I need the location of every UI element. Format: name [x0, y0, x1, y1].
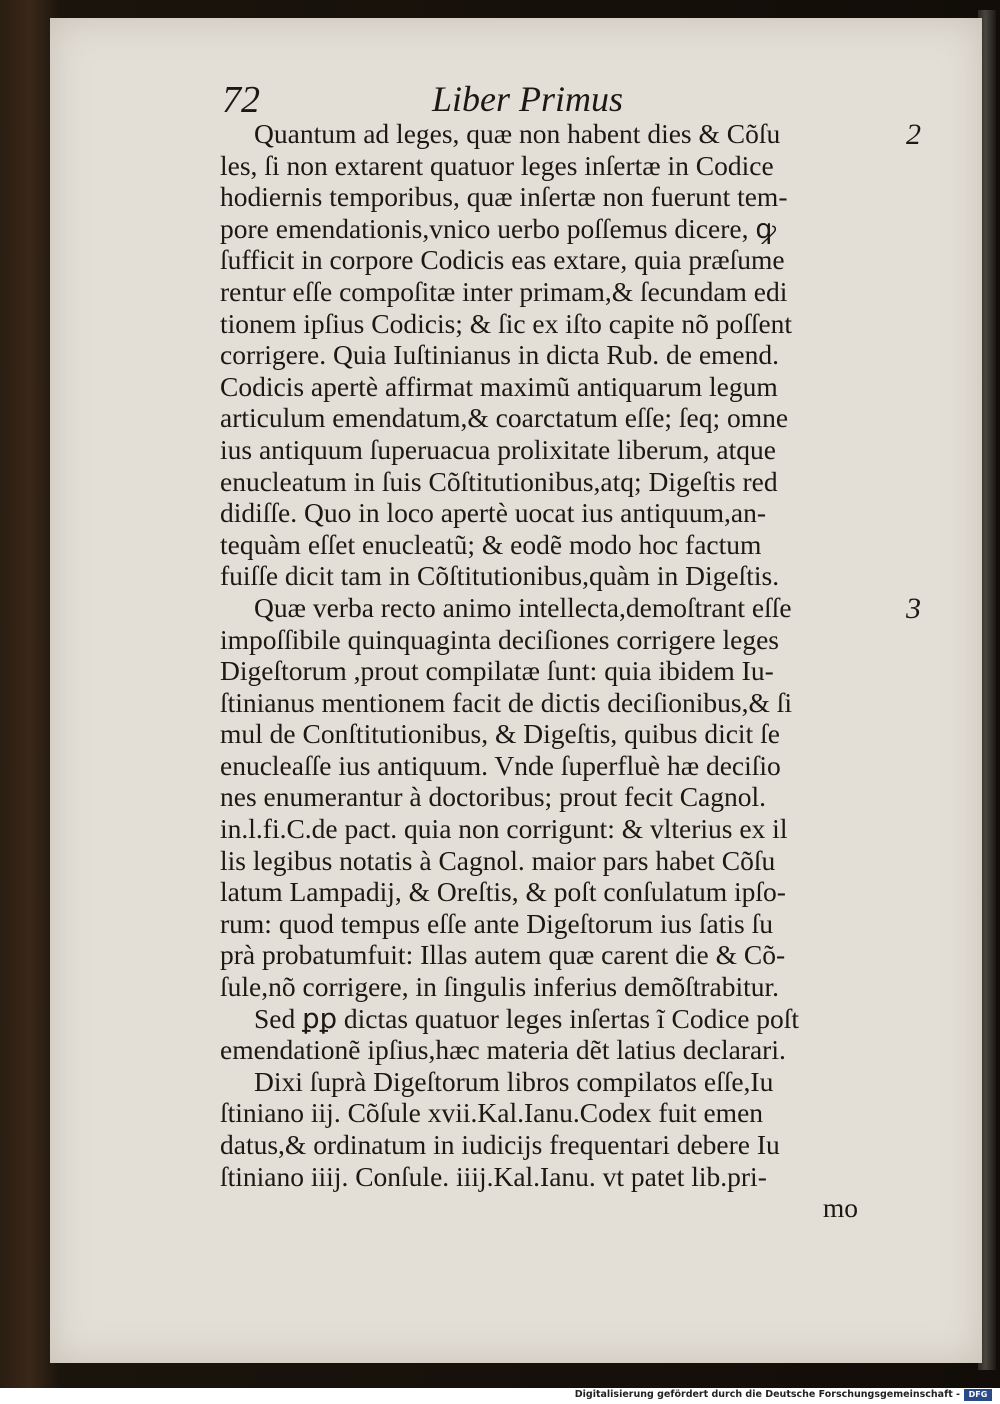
- text-line: articulum emendatum,& coarctatum eſſe; ſeq; omne: [220, 402, 789, 434]
- marginal-number: 2: [906, 118, 921, 151]
- text-line: in.l.fi.C.de pact. quia non corrigunt: & vlterius ex il: [220, 813, 788, 845]
- text-line: datus,& ordinatum in iudicijs frequentari debere Iu: [220, 1129, 780, 1160]
- body-text: [220, 118, 910, 1224]
- text-line: les, ſi non extarent quatuor leges inſertæ in Codice: [220, 149, 774, 181]
- text-line: fuiſſe dicit tam in Cõſtitutionibus,quàm in Digeſtis.: [220, 560, 780, 592]
- marginal-number: 3: [906, 592, 921, 625]
- text-line: Quantum ad leges, quæ non habent dies & Cõſu: [254, 118, 781, 149]
- text-line: Digeſtorum ,prout compilatæ ſunt: quia ibidem Iu-: [220, 655, 774, 687]
- text-line: tequàm eſſet enucleatũ; & eodẽ modo hoc factum: [220, 528, 762, 560]
- text-line: corrigere. Quia Iuſtinianus in dicta Rub. de emend.: [220, 339, 779, 371]
- text-line: emendationẽ ipſius,hæc materia dẽt latius declarari.: [220, 1034, 786, 1066]
- text-line: ſtiniano iij. Cõſule xvii.Kal.Ianu.Codex fuit emen: [220, 1097, 764, 1129]
- dfg-logo: DFG: [964, 1389, 992, 1401]
- text-line: enucleatum in ſuis Cõſtitutionibus,atq; Digeſtis red: [220, 465, 778, 497]
- text-line: Dixi ſuprà Digeſtorum libros compilatos eſſe,Iu: [254, 1065, 774, 1097]
- text-line: rum: quod tempus eſſe ante Digeſtorum ius ſatis ſu: [220, 907, 773, 939]
- text-line: Sed ꝑꝑ dictas quatuor leges inſertas ĩ Codice poſt: [254, 1002, 800, 1034]
- text-line: ſtinianus mentionem facit de dictis deciſionibus,& ſi: [220, 686, 793, 718]
- text-line: hodiernis temporibus, quæ inſertæ non fuerunt tem-: [220, 181, 788, 213]
- text-line: mul de Conſtitutionibus, & Digeſtis, quibus dicit ſe: [220, 718, 780, 750]
- text-line: ſtiniano iiij. Conſule. iiij.Kal.Ianu. vt patet lib.pri-: [220, 1160, 767, 1192]
- page-number: 72: [222, 79, 260, 121]
- text-line: ſufficit in corpore Codicis eas extare, quia præſume: [220, 244, 785, 276]
- text-line: latum Lampadij, & Oreſtis, & poſt conſulatum ipſo-: [220, 876, 786, 908]
- text-line: tionem ipſius Codicis; & ſic ex iſto capite nõ poſſent: [220, 307, 793, 339]
- text-line: nes enumerantur à doctoribus; prout fecit Cagnol.: [220, 781, 767, 813]
- text-line: pore emendationis,vnico uerbo poſſemus dicere, ꝙ: [220, 212, 776, 244]
- catchword: mo: [822, 1192, 858, 1224]
- text-line: prà probatumfuit: Illas autem quæ carent die & Cõ-: [220, 939, 786, 971]
- text-line: lis legibus notatis à Cagnol. maior pars habet Cõſu: [220, 844, 776, 876]
- text-line: didiſſe. Quo in loco apertè uocat ius antiquum,an-: [220, 497, 767, 529]
- running-title: Liber Primus: [432, 79, 624, 119]
- text-line: rentur eſſe compoſitæ inter primam,& ſecundam edi: [220, 275, 788, 307]
- text-line: ſule,nõ corrigere, in ſingulis inferius demõſtrabitur.: [220, 971, 780, 1003]
- text-line: impoſſibile quinquaginta deciſiones corrigere leges: [220, 623, 779, 655]
- text-line: Quæ verba recto animo intellecta,demoſtrant eſſe: [254, 591, 792, 623]
- funding-credit: Digitalisierung gefördert durch die Deutsche Forschungsgemeinschaft -: [574, 1389, 960, 1400]
- text-line: ius antiquum ſuperuacua prolixitate liberum, atque: [220, 433, 776, 465]
- text-line: enucleaſſe ius antiquum. Vnde ſuperfluè hæ deciſio: [220, 749, 781, 781]
- text-line: Codicis apertè affirmat maximũ antiquarum legum: [220, 370, 778, 402]
